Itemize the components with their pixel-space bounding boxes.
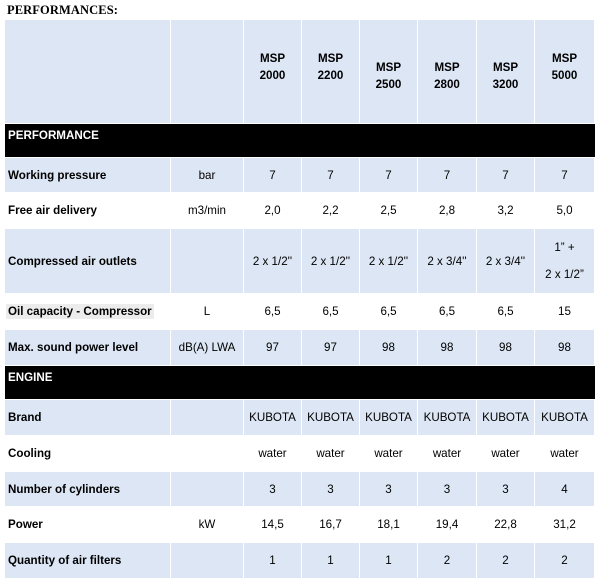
table-cell: 98	[360, 330, 418, 366]
table-cell: KUBOTA	[535, 400, 595, 436]
table-cell: 6,5	[477, 294, 535, 330]
row-label: Number of cylinders	[5, 472, 171, 507]
model-header: MSP 3200	[477, 20, 535, 124]
row-unit	[171, 229, 244, 294]
row-unit: m3/min	[171, 193, 244, 229]
table-cell: KUBOTA	[244, 400, 302, 436]
model-header: MSP 2200	[302, 20, 360, 124]
table-row	[5, 436, 595, 472]
row-label: Cooling	[5, 436, 171, 472]
table-cell: 4	[535, 472, 595, 507]
table-cell: 5,0	[535, 193, 595, 229]
row-unit: kW	[171, 507, 244, 543]
table-cell: KUBOTA	[477, 400, 535, 436]
table-cell: 2,2	[302, 193, 360, 229]
table-cell: water	[244, 436, 302, 472]
model-header: MSP 5000	[535, 20, 595, 124]
row-unit	[171, 400, 244, 436]
table-cell: 6,5	[418, 294, 477, 330]
section-performance-row	[5, 124, 595, 158]
row-label: Power	[5, 507, 171, 543]
table-row	[5, 229, 595, 294]
table-cell: 1	[302, 543, 360, 579]
performance-table	[5, 20, 595, 579]
table-cell: 16,7	[302, 507, 360, 543]
table-cell: 3	[360, 472, 418, 507]
table-cell: water	[360, 436, 418, 472]
table-cell: 3,2	[477, 193, 535, 229]
table-cell: 7	[477, 158, 535, 193]
model-header: MSP 2000	[244, 20, 302, 124]
model-header: MSP 2500	[360, 20, 418, 124]
table-cell: 7	[535, 158, 595, 193]
table-cell: water	[535, 436, 595, 472]
table-cell: 6,5	[360, 294, 418, 330]
table-cell: 2 x 1/2''	[360, 229, 418, 294]
table-row	[5, 193, 595, 229]
row-unit	[171, 436, 244, 472]
row-unit	[171, 543, 244, 579]
table-cell: water	[418, 436, 477, 472]
row-unit	[171, 472, 244, 507]
table-cell: 2,0	[244, 193, 302, 229]
table-cell: KUBOTA	[418, 400, 477, 436]
table-cell: 18,1	[360, 507, 418, 543]
section-header-performance: PERFORMANCE	[5, 124, 595, 158]
table-cell: 7	[244, 158, 302, 193]
table-row	[5, 507, 595, 543]
table-cell: KUBOTA	[302, 400, 360, 436]
table-cell: KUBOTA	[360, 400, 418, 436]
row-unit: L	[171, 294, 244, 330]
table-row	[5, 472, 595, 507]
page-title: PERFORMANCES:	[7, 3, 119, 17]
table-cell: 19,4	[418, 507, 477, 543]
table-cell: 7	[418, 158, 477, 193]
table-cell: 3	[477, 472, 535, 507]
table-cell: 1	[244, 543, 302, 579]
table-cell: 3	[244, 472, 302, 507]
table-row	[5, 543, 595, 579]
header-empty-label	[5, 20, 171, 124]
table-cell: 2,5	[360, 193, 418, 229]
row-unit: bar	[171, 158, 244, 193]
table-cell: water	[477, 436, 535, 472]
table-cell: 6,5	[244, 294, 302, 330]
row-unit: dB(A) LWA	[171, 330, 244, 366]
table-cell: 2	[535, 543, 595, 579]
row-label: Oil capacity - Compressor	[5, 294, 171, 330]
table-cell: 7	[302, 158, 360, 193]
table-cell: 1” + 2 x 1/2”	[535, 229, 595, 294]
table-cell: 31,2	[535, 507, 595, 543]
table-cell: 2	[418, 543, 477, 579]
section-header-engine: ENGINE	[5, 366, 595, 400]
table-cell: 2 x 3/4''	[477, 229, 535, 294]
table-cell: 2,8	[418, 193, 477, 229]
row-label: Max. sound power level	[5, 330, 171, 366]
model-header-row	[5, 20, 595, 124]
header-empty-unit	[171, 20, 244, 124]
table-cell: 98	[418, 330, 477, 366]
table-cell: 15	[535, 294, 595, 330]
table-row	[5, 158, 595, 193]
table-cell: 3	[418, 472, 477, 507]
table-cell: water	[302, 436, 360, 472]
table-row	[5, 294, 595, 330]
table-cell: 2 x 3/4''	[418, 229, 477, 294]
table-cell: 14,5	[244, 507, 302, 543]
table-cell: 97	[302, 330, 360, 366]
table-cell: 98	[535, 330, 595, 366]
table-cell: 6,5	[302, 294, 360, 330]
table-row	[5, 400, 595, 436]
table-cell: 2 x 1/2''	[302, 229, 360, 294]
table-cell: 1	[360, 543, 418, 579]
table-cell: 3	[302, 472, 360, 507]
table-cell: 2	[477, 543, 535, 579]
table-cell: 2 x 1/2''	[244, 229, 302, 294]
table-cell: 7	[360, 158, 418, 193]
section-engine-row	[5, 366, 595, 400]
table-cell: 97	[244, 330, 302, 366]
row-label: Compressed air outlets	[5, 229, 171, 294]
model-header: MSP 2800	[418, 20, 477, 124]
row-label: Brand	[5, 400, 171, 436]
row-label: Working pressure	[5, 158, 171, 193]
row-label: Quantity of air filters	[5, 543, 171, 579]
table-cell: 98	[477, 330, 535, 366]
table-cell: 22,8	[477, 507, 535, 543]
row-label: Free air delivery	[5, 193, 171, 229]
table-row	[5, 330, 595, 366]
